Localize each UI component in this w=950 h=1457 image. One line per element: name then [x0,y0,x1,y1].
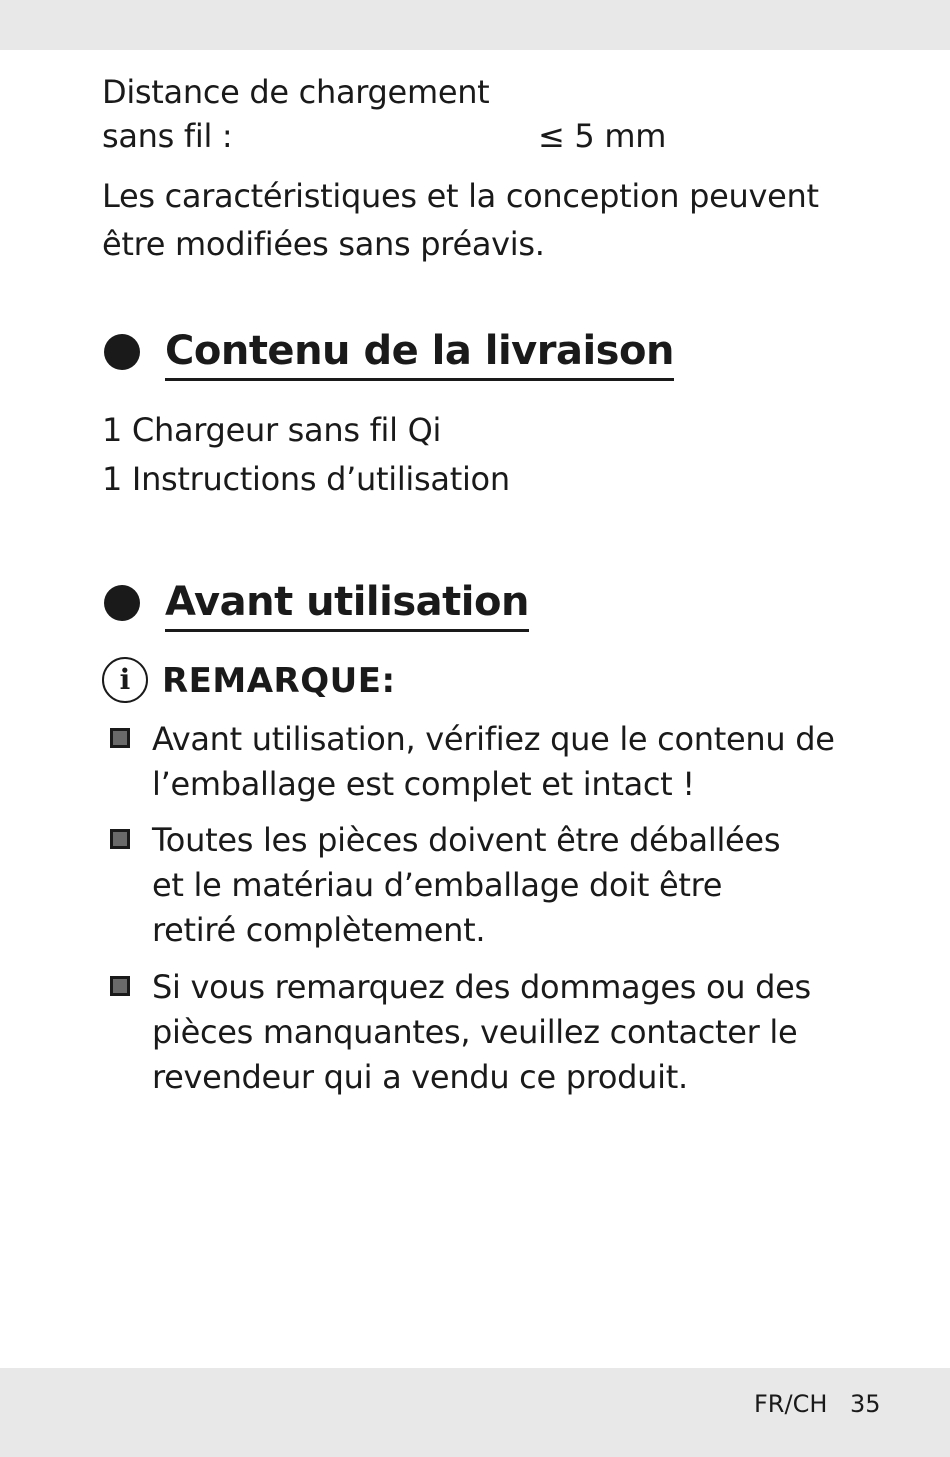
delivery-item: 1 Chargeur sans fil Qi [102,411,442,449]
section-bullet-icon [104,585,140,621]
note-title: REMARQUE: [162,661,396,701]
square-bullet-icon [110,976,130,996]
note-item: Toutes les pièces doivent être déballées et le matériau d’emballage doit être retiré complètement. [152,821,781,949]
spec-label: Distance de chargement [102,73,490,111]
top-band [0,0,950,50]
delivery-item: 1 Instructions d’utilisation [102,460,510,498]
spec-note: Les caractéristiques et la conception peuvent être modifiées sans préavis. [102,177,819,263]
note-item: Avant utilisation, vérifiez que le contenu de l’emballage est complet et intact ! [152,720,835,803]
square-bullet-icon [110,829,130,849]
footer-language: FR/CH [754,1390,828,1418]
section-title-delivery: Contenu de la livraison [165,326,674,381]
info-icon: i [102,657,148,703]
spec-value: ≤ 5 mm [538,117,667,155]
section-bullet-icon [104,334,140,370]
section-title-before-use: Avant utilisation [165,577,529,632]
note-item: Si vous remarquez des dommages ou des pièces manquantes, veuillez contacter le revendeur qui a vendu ce produit. [152,968,811,1096]
square-bullet-icon [110,728,130,748]
spec-label-continued: sans fil : [102,117,233,155]
page-number: 35 [850,1390,881,1418]
